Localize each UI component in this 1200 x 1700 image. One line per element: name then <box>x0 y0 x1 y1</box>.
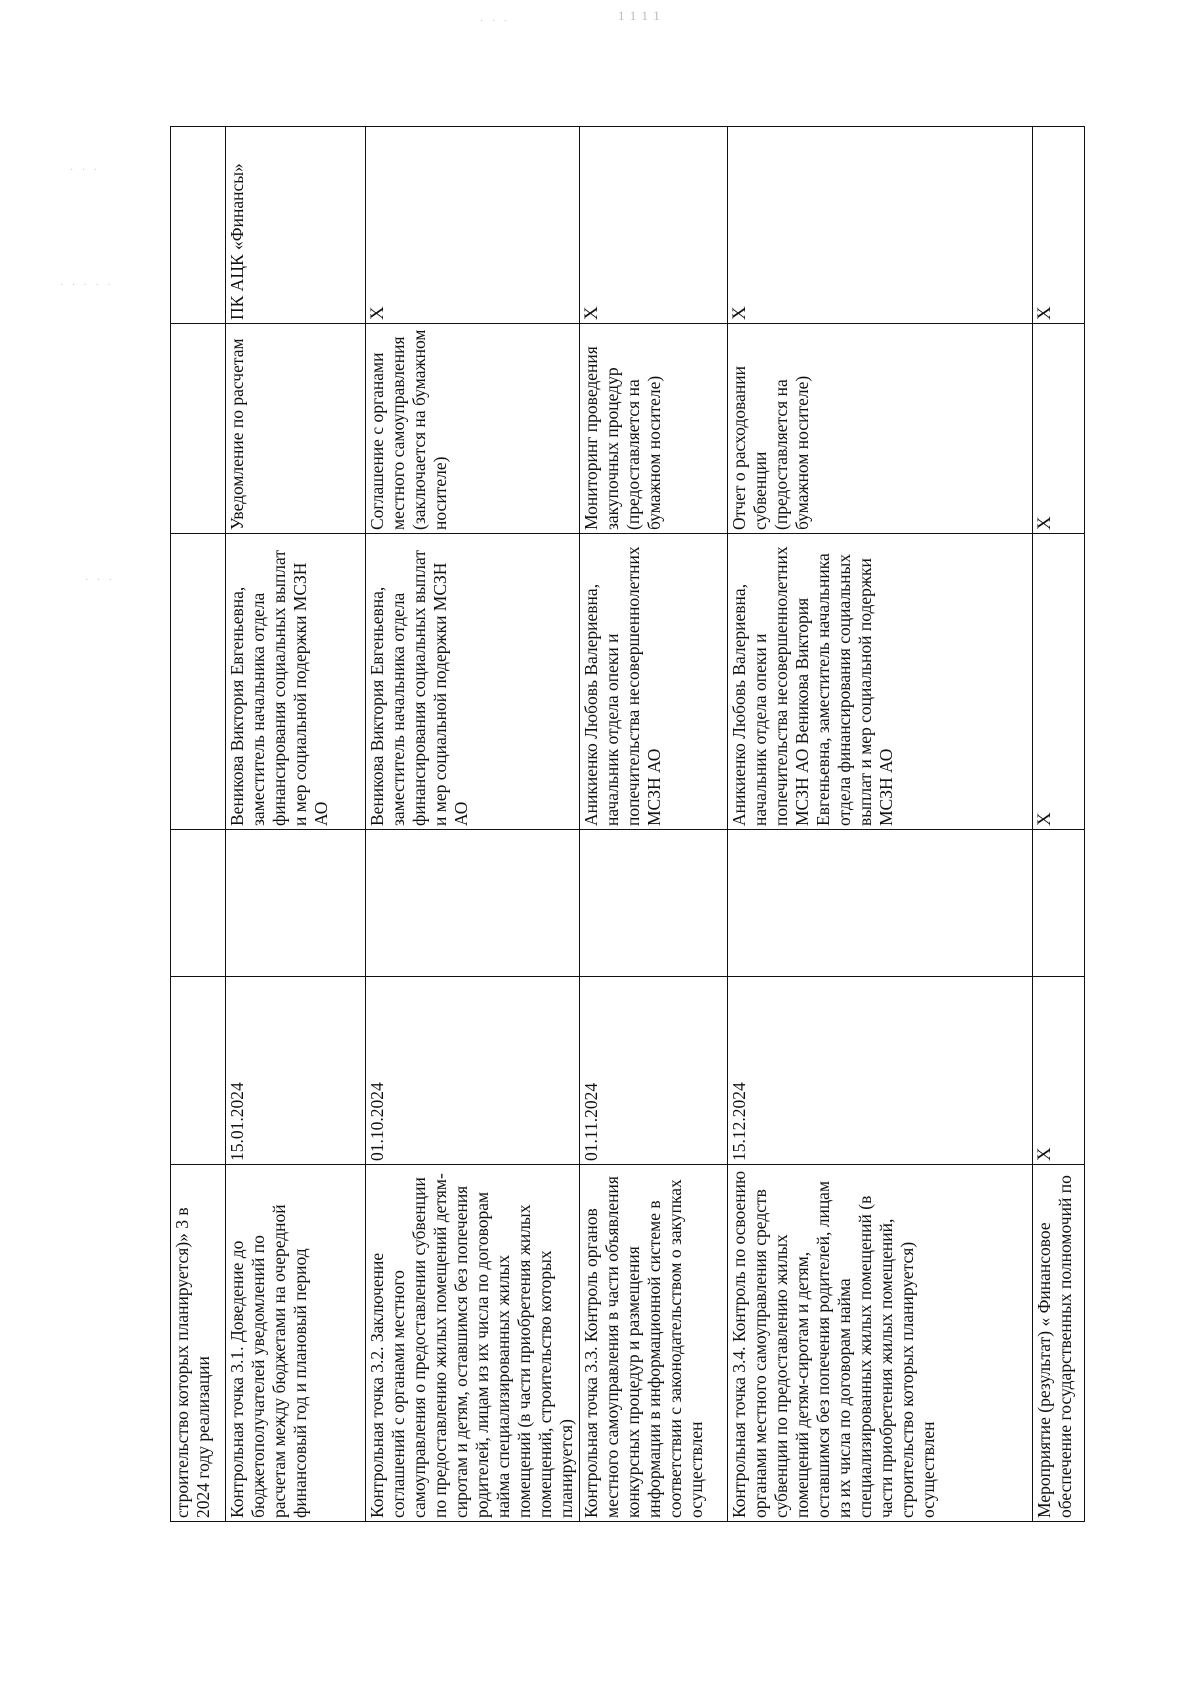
scan-speck: · · · <box>480 16 510 27</box>
responsible-cell: Веникова Виктория Евгеньевна, заместитель начальника отдела финансирования социальных выплат и мер социальной подержки МСЗН АО <box>226 534 366 830</box>
activity-cell: Контрольная точка 3.4. Контроль по освоению органами местного самоуправления средств субвенции по предоставлению жилых помещений детям-сиротам и детям, оставшимся без попечения родителей, лицам из их числа по договорам найма специализированных жилых помещений (в части приобретения жилых помещений, строительство которых планируется) осуществлен <box>728 1165 1033 1522</box>
scan-mark: 1 1 1 1 <box>618 8 661 23</box>
table-row <box>728 127 1033 1522</box>
activity-cell: Контрольная точка 3.1. Доведение до бюджетополучателей уведомлений по расчетам между бюджетами на очередной финансовый год и плановый период <box>226 1165 366 1522</box>
activity-cell: Контрольная точка 3.2. Заключение соглашений с органами местного самоуправления о предоставлении субвенции по предоставлению жилых помещений детям-сиротам и детям, оставшимся без попечения родителей, лицам из их числа по договорам найма специализированных жилых помещений (в части приобретения жилых помещений, строительство которых планируется) <box>366 1165 580 1522</box>
date-cell <box>171 977 226 1165</box>
responsible-cell <box>171 534 226 830</box>
activity-cell: Мероприятие (результат) « Финансовое обеспечение государственных полномочий по <box>1033 1165 1085 1522</box>
document-cell: Соглашение с органами местного самоуправления (заключается на бумажном носителе) <box>366 324 580 534</box>
empty-cell <box>366 830 580 977</box>
date-cell: 15.01.2024 <box>226 977 366 1165</box>
scan-speck: · · · · · <box>60 280 114 291</box>
empty-cell <box>728 830 1033 977</box>
scan-speck: · · · <box>85 575 115 586</box>
table-row <box>366 127 580 1522</box>
scan-speck: · · · <box>70 165 100 176</box>
document-cell: Мониторинг проведения закупочных процедур (предоставляется на бумажном носителе) <box>580 324 728 534</box>
empty-cell <box>580 830 728 977</box>
empty-cell <box>1033 830 1085 977</box>
document-cell: Отчет о расходовании субвенции (предоставляется на бумажном носителе) <box>728 324 1033 534</box>
document-cell <box>171 324 226 534</box>
empty-cell <box>171 830 226 977</box>
table-row <box>580 127 728 1522</box>
rotated-table-container <box>170 127 1084 1522</box>
activity-cell: строительство которых планируется)» 3 в 2024 году реализации <box>171 1165 226 1522</box>
table-row <box>1033 127 1085 1522</box>
system-cell: Х <box>728 127 1033 324</box>
date-cell: 01.11.2024 <box>580 977 728 1165</box>
table-row <box>171 127 226 1522</box>
activity-cell: Контрольная точка 3.3. Контроль органов местного самоуправления в части объявления конкурсных процедур и размещения информации в информационной системе в соответствии с законодательством о закупках осуществлен <box>580 1165 728 1522</box>
document-cell: Уведомление по расчетам <box>226 324 366 534</box>
date-cell: 15.12.2024 <box>728 977 1033 1165</box>
system-cell: ПК АЦК «Финансы» <box>226 127 366 324</box>
system-cell: Х <box>366 127 580 324</box>
control-points-table <box>170 126 1085 1522</box>
responsible-cell: Аникиенко Любовь Валериевна, начальник отдела опеки и попечительства несовершеннолетних МСЗН АО Веникова Виктория Евгеньевна, заместитель начальника отдела финансирования социальных выплат и мер социальной подержки МСЗН АО <box>728 534 1033 830</box>
responsible-cell: Х <box>1033 534 1085 830</box>
document-cell: Х <box>1033 324 1085 534</box>
date-cell: 01.10.2024 <box>366 977 580 1165</box>
system-cell <box>171 127 226 324</box>
system-cell: Х <box>1033 127 1085 324</box>
table-row <box>226 127 366 1522</box>
date-cell: Х <box>1033 977 1085 1165</box>
responsible-cell: Веникова Виктория Евгеньевна, заместитель начальника отдела финансирования социальных выплат и мер социальной подержки МСЗН АО <box>366 534 580 830</box>
empty-cell <box>226 830 366 977</box>
system-cell: Х <box>580 127 728 324</box>
responsible-cell: Аникиенко Любовь Валериевна, начальник отдела опеки и попечительства несовершеннолетних МСЗН АО <box>580 534 728 830</box>
